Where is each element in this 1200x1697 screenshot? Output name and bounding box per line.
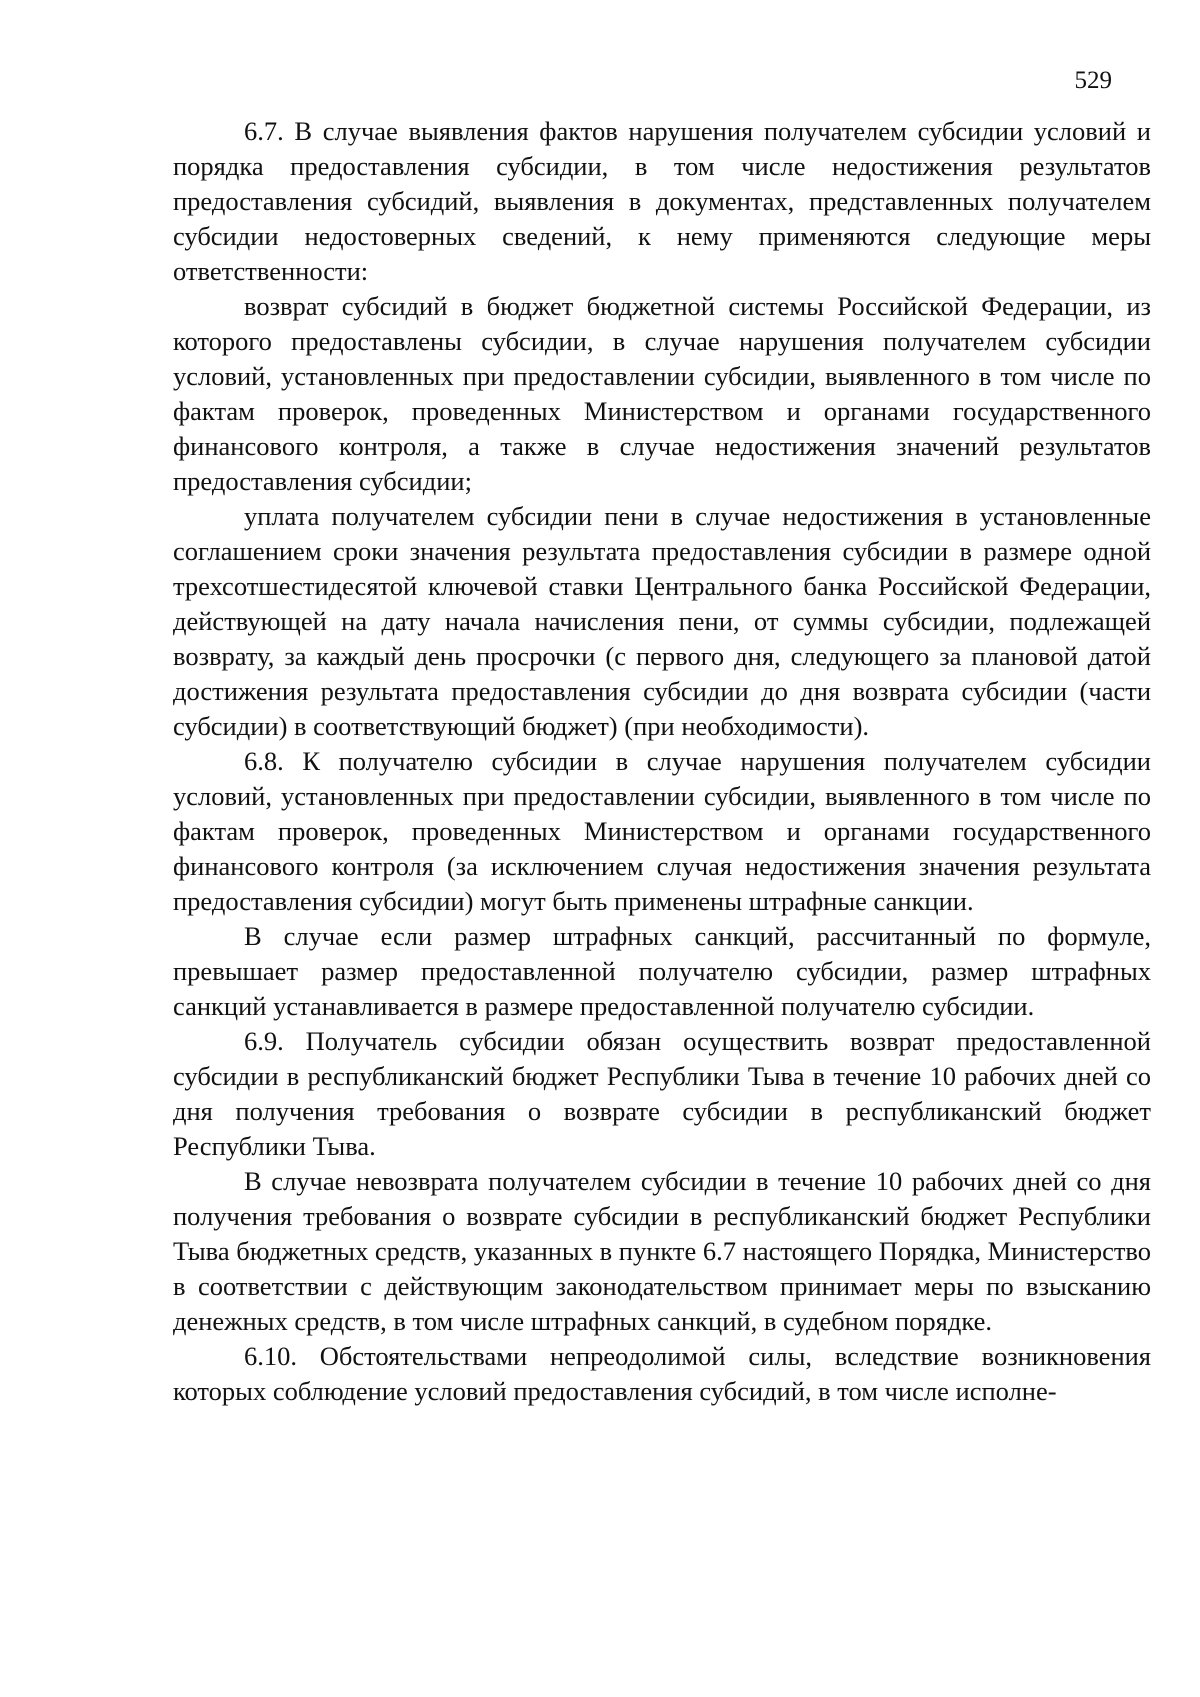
paragraph-6-9: 6.9. Получатель субсидии обязан осуществить возврат предоставленной субсидии в республиканский бюджет Республики Тыва в течение 10 рабочих дней со дня получения требования о возврате субсидии в республиканский бюджет Республики Тыва.	[173, 1026, 1151, 1161]
paragraph-non-refund: В случае невозврата получателем субсидии в течение 10 рабочих дней со дня получения требования о возврате субсидии в республиканский бюджет Республики Тыва бюджетных средств, указанных в пункте 6.7 настоящего Порядка, Министерство в соответствии с действующим законодательством принимает меры по взысканию денежных средств, в том числе штрафных санкций, в судебном порядке.	[173, 1166, 1151, 1336]
paragraph-refund-measure: возврат субсидий в бюджет бюджетной системы Российской Федерации, из которого предоставлены субсидии, в случае нарушения получателем субсидии условий, установленных при предоставлении субсидии, выявленного в том числе по фактам проверок, проведенных Министерством и органами государственного финансового контроля, а также в случае недостижения значений результатов предоставления субсидии;	[173, 291, 1151, 496]
page-number: 529	[1074, 67, 1112, 94]
document-body	[173, 114, 1151, 1409]
paragraph-6-7: 6.7. В случае выявления фактов нарушения получателем субсидии условий и порядка предоставления субсидии, в том числе недостижения результатов предоставления субсидий, выявления в документах, представленных получателем субсидии недостоверных сведений, к нему применяются следующие меры ответственности:	[173, 116, 1151, 286]
paragraph-penalty-measure: уплата получателем субсидии пени в случае недостижения в установленные соглашением сроки значения результата предоставления субсидии в размере одной трехсотшестидесятой ключевой ставки Центрального банка Российской Федерации, действующей на дату начала начисления пени, от суммы субсидии, подлежащей возврату, за каждый день просрочки (с первого дня, следующего за плановой датой достижения результата предоставления субсидии до дня возврата субсидии (части субсидии) в соответствующий бюджет) (при необходимости).	[173, 501, 1151, 741]
paragraph-6-8: 6.8. К получателю субсидии в случае нарушения получателем субсидии условий, установленных при предоставлении субсидии, выявленного в том числе по фактам проверок, проведенных Министерством и органами государственного финансового контроля (за исключением случая недостижения значения результата предоставления субсидии) могут быть применены штрафные санкции.	[173, 746, 1151, 916]
paragraph-fine-limit: В случае если размер штрафных санкций, рассчитанный по формуле, превышает размер предоставленной получателю субсидии, размер штрафных санкций устанавливается в размере предоставленной получателю субсидии.	[173, 921, 1151, 1021]
paragraph-6-10: 6.10. Обстоятельствами непреодолимой силы, вследствие возникновения которых соблюдение условий предоставления субсидий, в том числе исполне-	[173, 1341, 1151, 1406]
